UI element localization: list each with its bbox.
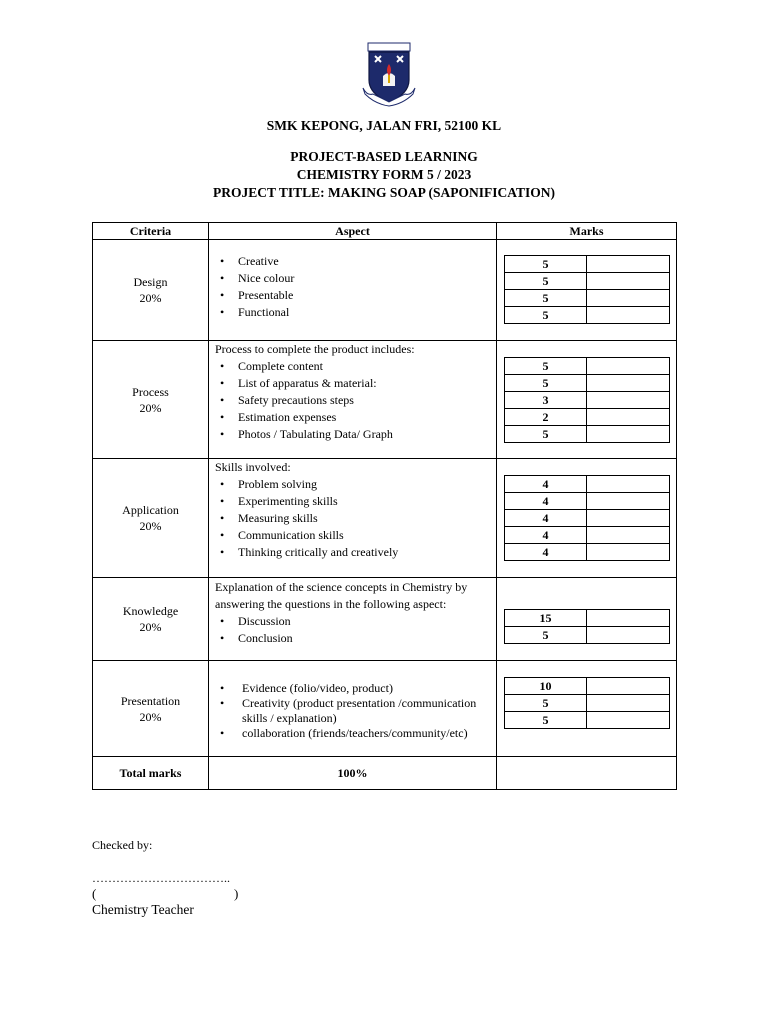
subject-form-year: CHEMISTRY FORM 5 / 2023 — [296, 167, 472, 182]
mark-value: 5 — [505, 273, 587, 290]
list-item: • Estimation expenses — [220, 410, 337, 424]
school-address: SMK KEPONG, JALAN FRI, 52100 KL — [266, 118, 502, 133]
criteria-name: Presentation — [120, 693, 181, 708]
bullet-icon: • — [220, 376, 225, 390]
score-input-box[interactable] — [587, 493, 670, 510]
table-row-application — [93, 459, 677, 578]
aspect-header: Aspect — [209, 223, 497, 240]
list-item: • Communication skills — [220, 528, 344, 542]
mark-value: 3 — [505, 392, 587, 409]
mark-value: 4 — [505, 476, 587, 493]
mark-value: 5 — [505, 256, 587, 273]
bullet-icon: • — [220, 254, 225, 268]
mark-value: 5 — [505, 426, 587, 443]
score-input-box[interactable] — [587, 273, 670, 290]
name-field[interactable] — [92, 886, 242, 902]
table-row-total — [93, 757, 677, 790]
score-input-box[interactable] — [587, 392, 670, 409]
list-item: • Experimenting skills — [220, 494, 338, 508]
table-row-presentation — [93, 661, 677, 757]
aspect-intro: Skills involved: — [215, 460, 291, 474]
mark-value: 4 — [505, 544, 587, 561]
aspect-list — [209, 253, 496, 321]
marks-cell — [497, 578, 677, 661]
mark-value: 5 — [505, 695, 587, 712]
bullet-icon: • — [220, 545, 225, 559]
list-item: • Presentable — [220, 288, 294, 302]
score-input-box[interactable] — [587, 256, 670, 273]
criteria-name: Knowledge — [122, 604, 179, 618]
score-input-box[interactable] — [587, 510, 670, 527]
list-item: • Discussion — [220, 614, 291, 628]
criteria-weight: 20% — [139, 519, 162, 533]
list-item: • List of apparatus & material: — [220, 376, 377, 390]
criteria-name: Application — [122, 503, 179, 517]
list-item: • collaboration (friends/teachers/community/etc) — [220, 726, 468, 740]
list-item: • Photos / Tabulating Data/ Graph — [220, 427, 393, 441]
score-input-box[interactable] — [587, 409, 670, 426]
mark-value: 4 — [505, 510, 587, 527]
bullet-icon: • — [220, 631, 225, 645]
total-value: 100% — [209, 757, 497, 790]
list-item: • Thinking critically and creatively — [220, 545, 399, 559]
score-input-box[interactable] — [587, 627, 670, 644]
criteria-weight: 20% — [139, 620, 162, 634]
score-input-box[interactable] — [587, 544, 670, 561]
score-input-box[interactable] — [587, 695, 670, 712]
total-label: Total marks — [93, 757, 209, 790]
rubric-table — [92, 222, 677, 790]
marks-header: Marks — [497, 223, 677, 240]
score-input-box[interactable] — [587, 358, 670, 375]
bullet-icon: • — [220, 494, 225, 508]
criteria-weight: 20% — [139, 291, 162, 305]
criteria-cell — [93, 240, 209, 341]
aspect-intro: Process to complete the product includes: — [215, 342, 415, 356]
list-item: • Problem solving — [220, 477, 318, 491]
score-input-box[interactable] — [587, 476, 670, 493]
marks-cell — [497, 341, 677, 459]
list-item: • Evidence (folio/video, product) — [220, 681, 393, 695]
mark-value: 5 — [505, 307, 587, 324]
aspect-list — [209, 358, 496, 443]
aspect-cell — [209, 240, 497, 341]
bullet-icon: • — [220, 427, 225, 441]
aspect-cell — [209, 661, 497, 757]
criteria-header: Criteria — [93, 223, 209, 240]
list-item: • Measuring skills — [220, 511, 318, 525]
paren-open: ( — [92, 886, 97, 901]
bullet-icon: • — [220, 614, 225, 628]
table-row-knowledge — [93, 578, 677, 661]
list-item: • Safety precautions steps — [220, 393, 354, 407]
aspect-cell — [209, 341, 497, 459]
score-input-box[interactable] — [587, 610, 670, 627]
aspect-list — [209, 681, 496, 741]
criteria-cell — [93, 459, 209, 578]
list-item: • Creative — [220, 254, 279, 268]
mark-value: 5 — [505, 358, 587, 375]
score-input-box[interactable] — [587, 375, 670, 392]
marks-cell — [497, 459, 677, 578]
score-input-box[interactable] — [587, 426, 670, 443]
criteria-weight: 20% — [139, 709, 162, 724]
bullet-icon: • — [220, 726, 225, 740]
project-title: PROJECT TITLE: MAKING SOAP (SAPONIFICATION) — [212, 185, 556, 200]
score-input-box[interactable] — [587, 712, 670, 729]
mark-value: 10 — [505, 678, 587, 695]
aspect-cell — [209, 578, 497, 661]
mark-value: 5 — [505, 375, 587, 392]
aspect-list — [209, 613, 496, 647]
mark-value: 5 — [505, 627, 587, 644]
criteria-cell — [93, 661, 209, 757]
bullet-icon: • — [220, 305, 225, 319]
total-marks-box[interactable] — [497, 757, 677, 790]
marks-grid — [504, 357, 670, 443]
score-input-box[interactable] — [587, 678, 670, 695]
bullet-icon: • — [220, 528, 225, 542]
mark-value: 4 — [505, 493, 587, 510]
school-crest-logo — [359, 42, 419, 108]
mark-value: 2 — [505, 409, 587, 426]
criteria-name: Design — [133, 275, 168, 289]
marks-grid — [504, 677, 670, 729]
list-item: • Complete content — [220, 359, 323, 373]
aspect-list — [209, 476, 496, 561]
score-input-box[interactable] — [587, 307, 670, 324]
aspect-cell — [209, 459, 497, 578]
checked-by-label: Checked by: — [92, 838, 153, 852]
criteria-weight: 20% — [139, 400, 162, 415]
mark-value: 5 — [505, 290, 587, 307]
bullet-icon: • — [220, 271, 225, 285]
bullet-icon: • — [220, 511, 225, 525]
list-item: • Conclusion — [220, 631, 293, 645]
mark-value: 15 — [505, 610, 587, 627]
signature-line: …………………………….. — [92, 871, 230, 885]
marks-cell — [497, 240, 677, 341]
bullet-icon: • — [220, 477, 225, 491]
program-title: PROJECT-BASED LEARNING — [290, 149, 478, 164]
bullet-icon: • — [220, 681, 225, 695]
marks-cell — [497, 661, 677, 757]
marks-grid — [504, 609, 670, 644]
list-item: • Creativity (product presentation /communication skills / explanation) — [220, 696, 477, 725]
table-row-design — [93, 240, 677, 341]
criteria-cell — [93, 341, 209, 459]
table-row-process — [93, 341, 677, 459]
score-input-box[interactable] — [587, 290, 670, 307]
marks-grid — [504, 255, 670, 324]
mark-value: 5 — [505, 712, 587, 729]
bullet-icon: • — [220, 410, 225, 424]
list-item: • Functional — [220, 305, 290, 319]
criteria-name: Process — [132, 384, 169, 399]
score-input-box[interactable] — [587, 527, 670, 544]
list-item: • Nice colour — [220, 271, 295, 285]
criteria-cell — [93, 578, 209, 661]
bullet-icon: • — [220, 696, 225, 710]
bullet-icon: • — [220, 393, 225, 407]
aspect-intro: Explanation of the science concepts in Chemistry by answering the questions in the following aspect: — [215, 580, 468, 611]
signatory-title: Chemistry Teacher — [92, 902, 194, 917]
mark-value: 4 — [505, 527, 587, 544]
table-header-row — [93, 223, 677, 240]
bullet-icon: • — [220, 359, 225, 373]
paren-close: ) — [234, 886, 239, 901]
bullet-icon: • — [220, 288, 225, 302]
marks-grid — [504, 475, 670, 561]
